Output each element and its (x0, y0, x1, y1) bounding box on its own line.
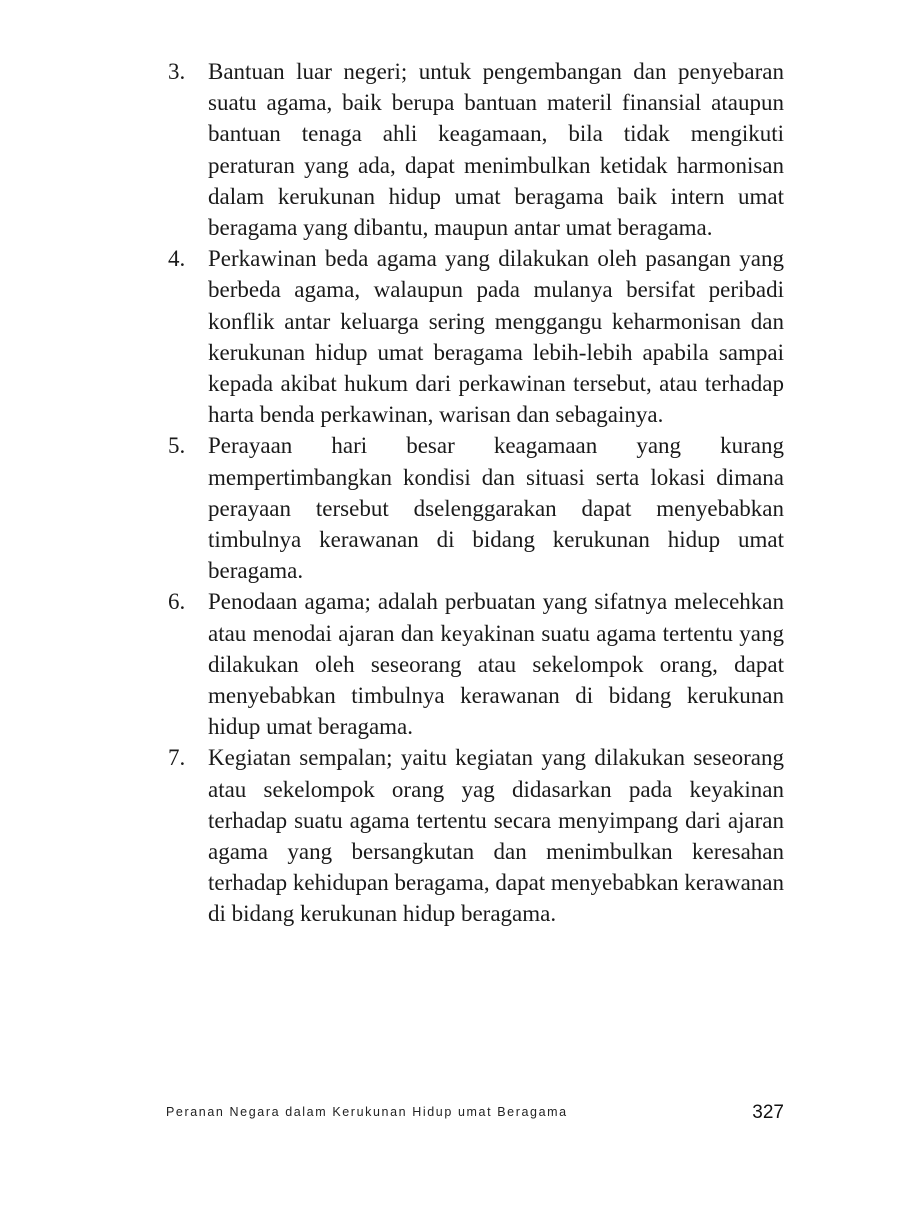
list-item-text: Bantuan luar negeri; untuk pengembangan dan penyebaran suatu agama, baik berupa bantuan materil finansial ataupun bantuan tenaga ahli keagamaan, bila tidak mengikuti peraturan yang ada, dapat menimbulkan ketidak harmonisan dalam kerukunan hidup umat beragama baik intern umat beragama yang dibantu, maupun antar umat beragama. (208, 59, 784, 241)
list-item-text: Perkawinan beda agama yang dilakukan oleh pasangan yang berbeda agama, walaupun pada mulanya bersifat peribadi konflik antar keluarga sering menggangu keharmonisan dan kerukunan hidup umat beragama lebih-lebih apabila sampai kepada akibat hukum dari perkawinan tersebut, atau terhadap harta benda perkawinan, warisan dan sebagainya. (208, 246, 784, 428)
list-item-3 (166, 56, 784, 243)
list-item-number: 3. (168, 59, 186, 84)
list-item-number: 5. (168, 433, 186, 459)
list-item-number: 7. (168, 745, 186, 771)
page-number: 327 (752, 1102, 784, 1123)
running-footer-title: Peranan Negara dalam Kerukunan Hidup umat Beragama (166, 1105, 568, 1119)
list-item-text: Penodaan agama; adalah perbuatan yang sifatnya melecehkan atau menodai ajaran dan keyakinan suatu agama tertentu yang dilakukan oleh seseorang atau sekelompok orang, dapat menyebabkan timbulnya kerawanan di bidang kerukunan hidup umat beragama. (208, 589, 784, 740)
list-item-number: 4. (168, 246, 186, 272)
list-item-4 (166, 243, 784, 430)
list-item-text: Perayaan hari besar keagamaan yang kurang mempertimbangkan kondisi dan situasi serta lokasi dimana perayaan tersebut dselenggarakan dapat menyebabkan timbulnya kerawanan di bidang kerukunan hidup umat beragama. (208, 433, 784, 584)
list-item-6 (166, 586, 784, 742)
list-item-5 (166, 430, 784, 586)
list-item-text: Kegiatan sempalan; yaitu kegiatan yang dilakukan seseorang atau sekelompok orang yag didasarkan pada keyakinan terhadap suatu agama tertentu secara menyimpang dari ajaran agama yang bersangkutan dan menimbulkan keresahan terhadap kehidupan beragama, dapat menyebabkan kerawanan di bidang kerukunan hidup beragama. (208, 745, 784, 927)
list-item-7 (166, 742, 784, 929)
list-item-number: 6. (168, 589, 186, 615)
numbered-list (166, 56, 784, 930)
